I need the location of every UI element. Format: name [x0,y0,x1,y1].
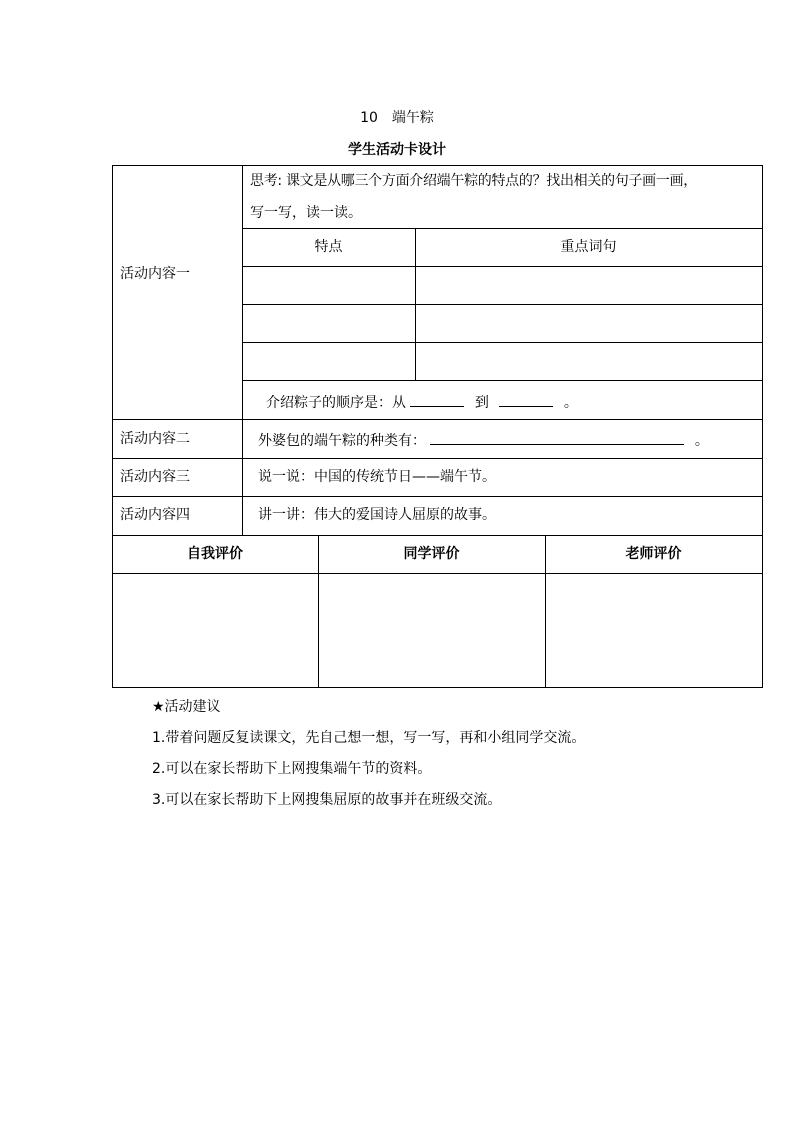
activity-three-label: 活动内容三 [120,469,190,485]
activity-two-text: 外婆包的端午粽的种类有： [258,433,426,449]
column-header-keywords: 重点词句 [560,239,617,255]
order-sentence [266,392,578,412]
activity-two-sentence [258,430,709,450]
activity-one-question-line1: 思考: 课文是从哪三个方面介绍端午粽的特点的？找出相关的句子画一画， [250,173,697,189]
label-column-divider [242,165,243,536]
suggestion-item: 2.可以在家长帮助下上网搜集端午节的资料。 [152,761,432,777]
order-end: 。 [563,395,578,411]
evaluation-header-divider [112,573,763,574]
activity-three-text: 说一说：中国的传统节日——端午节。 [258,469,496,485]
evaluation-teacher-header: 老师评价 [625,546,682,562]
row-divider [112,419,763,420]
suggestions-heading: ★活动建议 [152,699,221,715]
grid-line [242,304,762,305]
order-prefix: 介绍粽子的顺序是：从 [266,395,406,411]
table-left-border [112,165,113,687]
order-blank-from[interactable] [410,392,464,407]
activity-two-blank[interactable] [430,430,684,445]
row-divider [112,458,763,459]
evaluation-self-header: 自我评价 [187,546,243,562]
card-title: 学生活动卡设计 [348,142,446,158]
activity-two-end: 。 [694,433,709,449]
evaluation-peer-header: 同学评价 [403,546,460,562]
grid-line [242,342,762,343]
activity-two-label: 活动内容二 [120,431,190,447]
suggestion-item: 1.带着问题反复读课文，先自己想一想，写一写，再和小组同学交流。 [152,730,586,746]
activity-four-label: 活动内容四 [120,507,190,523]
activity-one-question-line2: 写一写，读一读。 [250,205,362,221]
activity-four-text: 讲一讲：伟大的爱国诗人屈原的故事。 [258,507,496,523]
row-divider [112,535,763,536]
row-divider [112,496,763,497]
column-header-feature: 特点 [314,239,343,255]
activity-one-label: 活动内容一 [120,266,190,282]
order-mid: 到 [474,395,489,411]
table-right-border [762,165,763,687]
suggestion-item: 3.可以在家长帮助下上网搜集屈原的故事并在班级交流。 [152,792,502,808]
grid-line [242,380,762,381]
lesson-title: 10 端午粽 [360,110,434,126]
grid-line [242,228,762,229]
table-top-border [112,165,763,166]
table-bottom-border [112,687,763,688]
grid-line [242,266,762,267]
order-blank-to[interactable] [499,392,553,407]
